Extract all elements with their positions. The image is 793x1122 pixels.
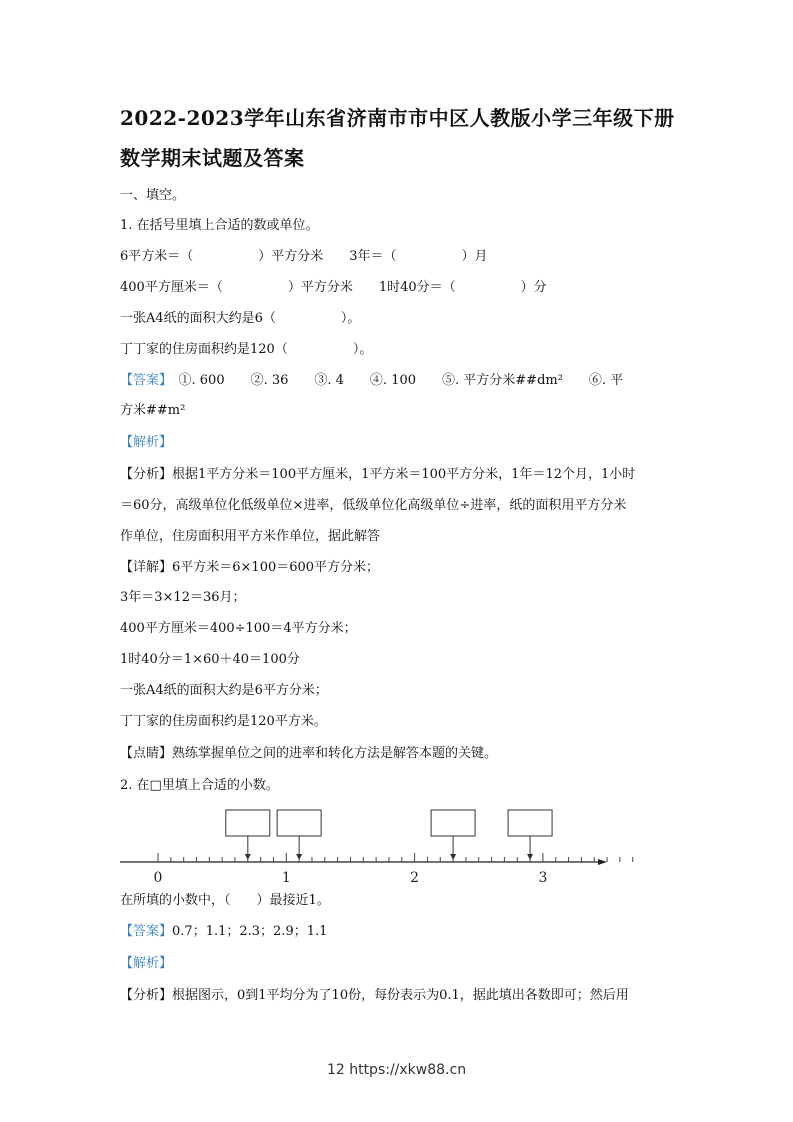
axis-arrow — [598, 859, 607, 865]
pointer-arrow — [450, 854, 456, 860]
doc-title-line2: 数学期末试题及答案 — [120, 146, 305, 170]
analysis-line: 作单位，住房面积用平方米作单位，据此解答 — [120, 529, 381, 544]
q2-answer — [120, 923, 327, 941]
answer-box — [431, 810, 475, 836]
page-footer: 12 https://xkw88.cn — [326, 1062, 467, 1078]
answer-label: 【答案】 — [120, 924, 173, 939]
detail-line: 丁丁家的住房面积约是120平方米。 — [120, 714, 327, 729]
analysis-line: ＝60分，高级单位化低级单位×进率，低级单位化高级单位÷进率，纸的面积用平方分米 — [120, 498, 627, 513]
detail-line: 400平方厘米＝400÷100＝4平方分米； — [120, 621, 357, 636]
tick-label: 3 — [538, 870, 548, 885]
q1-line: 丁丁家的住房面积约是120（ ）。 — [120, 342, 373, 357]
tip-line: 【点睛】熟练掌握单位之间的进率和转化方法是解答本题的关键。 — [120, 746, 498, 761]
detail-line: 1时40分＝1×60＋40＝100分 — [120, 652, 300, 667]
q2-question: 在所填的小数中，（ ）最接近1。 — [120, 893, 330, 908]
detail-line: 3年＝3×12＝36月； — [120, 590, 246, 605]
tick-label: 1 — [281, 870, 291, 885]
answer-box — [277, 810, 321, 836]
analysis-label: 【解析】 — [120, 435, 173, 450]
doc-title-line1: 2022-2023学年山东省济南市市中区人教版小学三年级下册 — [120, 106, 675, 130]
analysis-line: 【分析】根据1平方分米＝100平方厘米，1平方米＝100平方分米，1年＝12个月，1小时 — [120, 467, 636, 482]
pointer-arrow — [245, 854, 251, 860]
answer-label: 【答案】 — [120, 373, 166, 388]
q2-stem: 2. 在□里填上合适的小数。 — [120, 778, 279, 793]
detail-line: 一张A4纸的面积大约是6平方分米； — [120, 683, 328, 698]
answer-box — [508, 810, 552, 836]
answer-text: ①. 600 ②. 36 ③. 4 ④. 100 ⑤. 平方分米##dm² ⑥. 平 — [165, 373, 624, 388]
q1-line: 400平方厘米＝（ ）平方分米 1时40分＝（ ）分 — [120, 280, 547, 295]
pointer-arrow — [296, 854, 302, 860]
analysis-label: 【解析】 — [120, 956, 173, 971]
tick-label: 0 — [153, 870, 163, 885]
detail-line: 【详解】6平方米＝6×100＝600平方分米； — [120, 560, 380, 575]
analysis-line: 【分析】根据图示，0到1平均分为了10份，每份表示为0.1，据此填出各数即可；然后用 — [120, 988, 629, 1003]
tick-label: 2 — [410, 870, 420, 885]
q1-stem: 1. 在括号里填上合适的数或单位。 — [120, 218, 319, 233]
q1-line: 一张A4纸的面积大约是6（ ）。 — [120, 311, 361, 326]
q1-answer — [120, 372, 623, 390]
number-line-figure — [0, 800, 793, 885]
pointer-arrow — [527, 854, 533, 860]
q1-line: 6平方米＝（ ）平方分米 3年＝（ ）月 — [120, 249, 488, 264]
q1-answer-cont: 方米##m² — [120, 403, 186, 418]
answer-text: 0.7；1.1；2.3；2.9；1.1 — [172, 924, 328, 939]
answer-box — [226, 810, 270, 836]
section-heading: 一、填空。 — [120, 188, 186, 203]
